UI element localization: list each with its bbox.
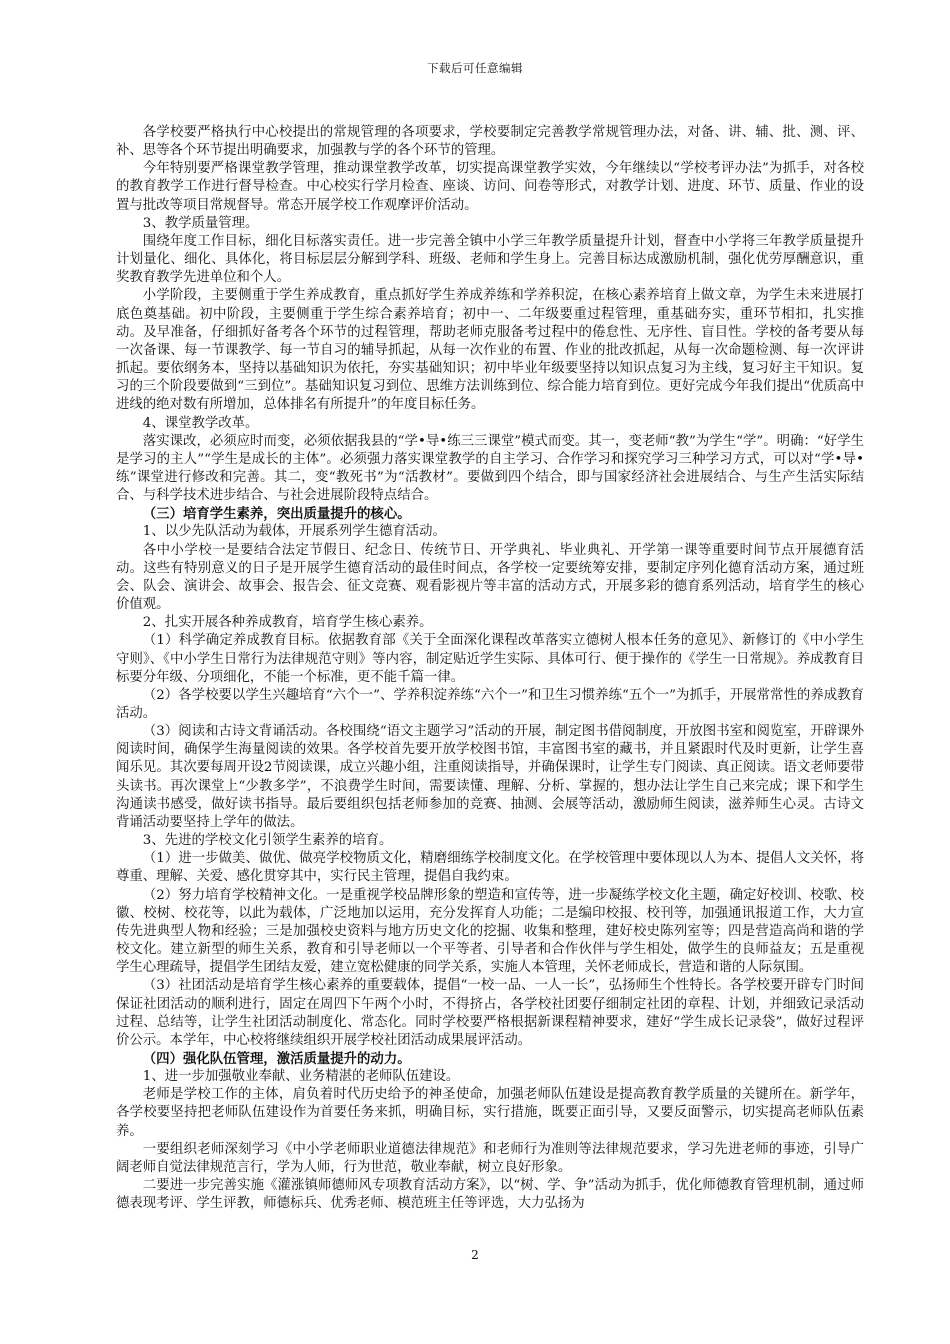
body-paragraph: 各学校要严格执行中心校提出的常规管理的各项要求，学校要制定完善教学常规管理办法，对备、讲、辅、批、测、评、补、思等各个环节提出明确要求，加强教与学的各个环节的管理。 [116,125,864,159]
body-paragraph: （2）各学校要以学生兴趣培育“六个一”、学养积淀养练“六个一”和卫生习惯养练“五个一”为抓手，开展常常性的养成教育活动。 [116,687,864,721]
body-paragraph: 3、教学质量管理。 [142,215,259,231]
body-paragraph: 4、课堂教学改革。 [142,415,259,431]
body-paragraph: 1、以少先队活动为载体，开展系列学生德育活动。 [142,524,446,540]
body-paragraph: 围绕年度工作目标，细化目标落实责任。进一步完善全镇中小学三年教学质量提升计划，督查中小学将三年教学质量提升计划量化、细化、具体化，将目标层层分解到学科、班级、老师和学生身上。完善目标达成激励机制，强化优劳厚酬意识，重奖教育教学先进单位和个人。 [116,233,864,286]
body-paragraph: 二要进一步完善实施《灌涨镇师德师风专项教育活动方案》，以“树、学、争”活动为抓手，优化师德教育管理机制，通过师德表现考评、学生评教，师德标兵、优秀老师、模范班主任等评选，大力弘扬为 [116,1178,864,1212]
body-paragraph: 小学阶段，主要侧重于学生养成教育，重点抓好学生养成养练和学养积淀，在核心素养培育上做文章，为学生未来进展打底色奠基础。初中阶段，主要侧重于学生综合素养培育；初中一、二年级要重过程管理，重基础夯实，重环节相扣，扎实推动。及早准备，仔细抓好备考各个环节的过程管理，帮助老师克服备考过程中的倦怠性、无序性、盲目性。学校的备考要从每一次备课、每一节课教学、每一节自习的辅导抓起，从每一次作业的布置、作业的批改抓起，从每一次命题检测、每一次评讲抓起。要依纲务本，坚持以基础知识为依托，夯实基础知识；初中毕业年级要坚持以知识点复习为主线，复习好主干知识。复习的三个阶段要做到“三到位”。基础知识复习到位、思维方法训练到位、综合能力培育到位。更好完成今年我们提出“优质高中进线的绝对数有所增加，总体排名有所提升”的年度目标任务。 [116,288,864,413]
body-paragraph: 各中小学校一是要结合法定节假日、纪念日、传统节日、开学典礼、毕业典礼、开学第一课等重要时间节点开展德育活动。这些有特别意义的日子是开展学生德育活动的最佳时间点，各学校一定要统筹安排，要制定序列化德育活动方案，通过班会、队会、演讲会、故事会、报告会、征文竞赛、观看影视片等丰富的活动方式，开展多彩的德育系列活动，培育学生的核心价值观。 [116,542,864,613]
body-paragraph: （1）进一步做美、做优、做亮学校物质文化，精磨细练学校制度文化。在学校管理中要体现以人为本、提倡人文关怀，将尊重、理解、关爱、感化贯穿其中，实行民主管理，提倡自我约束。 [116,851,864,885]
section-heading: （三）培育学生素养，突出质量提升的核心。 [142,506,411,523]
body-paragraph: 落实课改，必须应时而变，必须依据我县的“学•导•练三三课堂”模式而变。其一，变老师“教”为学生“学”。明确：“好学生是学习的主人”“学生是成长的主体”。必须强力落实课堂教学的自主学习、合作学习和探究学习三种学习方式，可以对“学•导•练”课堂进行修改和完善。其二，变“教死书”为“活教材”。要做到四个结合，即与国家经济社会进展结合、与生产生活实际结合、与科学技术进步结合、与社会进展阶段特点结合。 [116,433,864,504]
document-body [116,124,864,1213]
body-paragraph: （1）科学确定养成教育目标。依据教育部《关于全面深化课程改革落实立德树人根本任务的意见》、新修订的《中小学生守则》、《中小学生日常行为法律规范守则》等内容，制定贴近学生实际、具体可行、便于操作的《学生一日常规》。养成教育目标要分年级、分项细化，不能一个标准，更不能千篇一律。 [116,633,864,685]
body-paragraph: 老师是学校工作的主体，肩负着时代历史给予的神圣使命，加强老师队伍建设是提高教育教学质量的关键所在。新学年，各学校要坚持把老师队伍建设作为首要任务来抓，明确目标，实行措施，既要正面引导，又要反面警示，切实提高老师队伍素养。 [116,1087,864,1139]
page-header: 下载后可任意编辑 [427,61,523,75]
page-number: 2 [471,1248,479,1262]
body-paragraph: （2）努力培育学校精神文化。一是重视学校品牌形象的塑造和宣传等，进一步凝练学校文化主题，确定好校训、校歌、校徽、校树、校花等，以此为载体，广泛地加以运用，充分发挥育人功能；二是编印校报、校刊等，加强通讯报道工作，大力宣传先进典型人物和经验；三是加强校史资料与地方历史文化的挖掘、收集和整理，建好校史陈列室等；四是营造高尚和谐的学校文化。建立新型的师生关系，教育和引导老师以一个平等者、引导者和合作伙伴与学生相处，做学生的良师益友；五是重视学生心理疏导，提倡学生团结友爱，建立宽松健康的同学关系，实施人本管理，关怀老师成长，营造和谐的人际氛围。 [116,887,864,976]
body-paragraph: 一要组织老师深刻学习《中小学老师职业道德法律规范》和老师行为准则等法律规范要求，学习先进老师的事迹，引导广阔老师自觉法律规范言行，学为人师，行为世范，敬业奉献，树立良好形象。 [116,1141,864,1175]
section-heading: （四）强化队伍管理，激活质量提升的动力。 [142,1050,411,1067]
body-paragraph: 3、先进的学校文化引领学生素养的培育。 [142,833,393,849]
body-paragraph: （3）阅读和古诗文背诵活动。各校围绕“语文主题学习”活动的开展，制定图书借阅制度，开放图书室和阅览室，开辟课外阅读时间，确保学生海量阅读的效果。各学校首先要开放学校图书馆，丰富图书室的藏书，并且紧跟时代及时更新，让学生喜闻乐见。其次要每周开设2节阅读课，成立兴趣小组，注重阅读指导，并确保课时，让学生专门阅读、真正阅读。语文老师要带头读书。再次课堂上“少教多学”，不浪费学生时间，需要读懂、理解、分析、掌握的，想办法让学生自己来完成；课下和学生沟通读书感受，做好读书指导。最后要组织包括老师参加的竞赛、抽测、会展等活动，激励师生阅读，滋养师生心灵。古诗文背诵活动要坚持上学年的做法。 [116,724,864,830]
body-paragraph: （3）社团活动是培育学生核心素养的重要载体，提倡“一校一品、一人一长”，弘扬师生个性特长。各学校要开辟专门时间保证社团活动的顺利进行，固定在周四下午两个小时，不得挤占，各学校社团要仔细制定社团的章程、计划，并细致记录活动过程、总结等，让学生社团活动制度化、常态化。同时学校要严格根据新课程精神要求，建好“学生成长记录袋”，做好过程评价公示。本学年，中心校将继续组织开展学校社团活动成果展评活动。 [116,978,864,1048]
body-paragraph: 今年特别要严格课堂教学管理，推动课堂教学改革，切实提高课堂教学实效，今年继续以“学校考评办法”为抓手，对各校的教育教学工作进行督导检查。中心校实行学月检查、座谈、访问、问卷等形式，对教学计划、进度、环节、质量、作业的设置与批改等项目常规督导。常态开展学校工作观摩评价活动。 [116,161,864,213]
body-paragraph: 1、进一步加强敬业奉献、业务精湛的老师队伍建设。 [142,1069,460,1085]
body-paragraph: 2、扎实开展各种养成教育，培育学生核心素养。 [142,615,433,631]
